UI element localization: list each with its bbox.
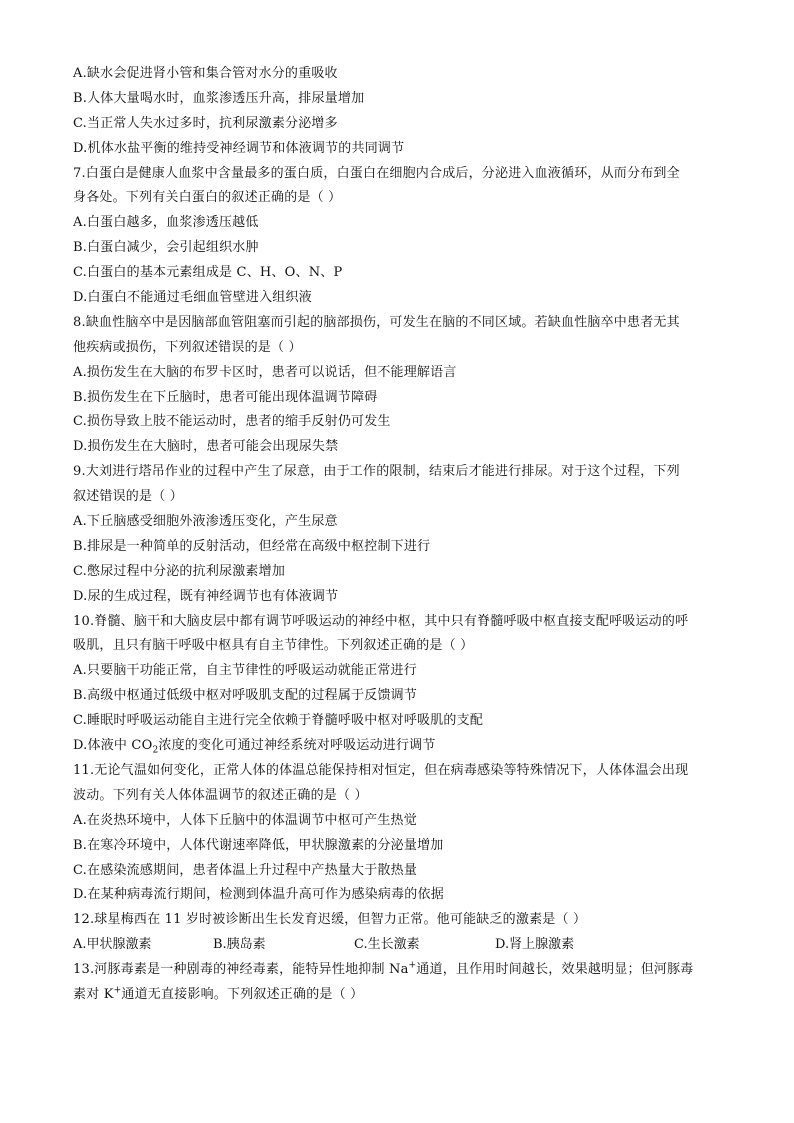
- option-b: B.高级中枢通过低级中枢对呼吸肌支配的过程属于反馈调节: [73, 688, 418, 704]
- option-a: A.甲状腺激素: [73, 937, 152, 953]
- option-d: D.肾上腺激素: [495, 937, 575, 953]
- superscript: +: [408, 960, 417, 971]
- option-c: C.睡眠时呼吸运动能自主进行完全依赖于脊髓呼吸中枢对呼吸肌的支配: [73, 713, 484, 729]
- text-line: C.当正常人失水过多时，抗利尿激素分泌增多: [73, 115, 338, 131]
- text-span: 素对 K: [73, 986, 114, 1002]
- option-c: C.憋尿过程中分泌的抗利尿激素增加: [73, 563, 286, 579]
- question-10-stem: 10.脊髓、脑干和大脑皮层中都有调节呼吸运动的神经中枢，其中只有脊髓呼吸中枢直接支配呼吸运动的呼: [73, 613, 689, 629]
- question-10-stem: 吸肌，且只有脑干呼吸中枢具有自主节律性。下列叙述正确的是（ ）: [73, 638, 474, 654]
- question-11-stem: 波动。下列有关人体体温调节的叙述正确的是（ ）: [73, 787, 368, 803]
- option-d: D.白蛋白不能通过毛细血管壁进入组织液: [73, 290, 312, 306]
- text-span: D.体液中 CO: [73, 738, 153, 754]
- text-span: 通道，且作用时间越长，效果越明显；但河豚毒: [416, 962, 694, 978]
- question-12-stem: 12.球星梅西在 11 岁时被诊断出生长发育迟缓，但智力正常。他可能缺乏的激素是（ ）: [73, 912, 587, 928]
- option-b: B.在寒冷环境中，人体代谢速率降低，甲状腺激素的分泌量增加: [73, 837, 444, 853]
- option-b: B.胰岛素: [213, 937, 266, 953]
- option-a: A.白蛋白越多，血浆渗透压越低: [73, 215, 259, 231]
- text-line: A.缺水会促进肾小管和集合管对水分的重吸收: [73, 66, 338, 81]
- question-12-options: [73, 933, 723, 958]
- option-b: B.白蛋白减少，会引起组织水肿: [73, 240, 259, 256]
- subscript: 2: [152, 745, 159, 756]
- option-c: C.白蛋白的基本元素组成是 C、H、O、N、P: [73, 265, 343, 281]
- option-a: A.下丘脑感受细胞外液渗透压变化，产生尿意: [73, 514, 338, 530]
- option-d: D.尿的生成过程，既有神经调节也有体液调节: [73, 588, 339, 604]
- option-a: A.在炎热环境中，人体下丘脑中的体温调节中枢可产生热觉: [73, 812, 417, 828]
- option-d: D.在某种病毒流行期间，检测到体温升高可作为感染病毒的依据: [73, 887, 444, 903]
- text-line: D.机体水盐平衡的维持受神经调节和体液调节的共同调节: [73, 140, 405, 156]
- question-13-stem: [73, 983, 723, 1008]
- superscript: +: [113, 985, 122, 996]
- option-c: C.损伤导致上肢不能运动时，患者的缩手反射仍可发生: [73, 414, 391, 430]
- text-span: 浓度的变化可通过神经系统对呼吸运动进行调节: [158, 738, 436, 754]
- option-c: C.在感染流感期间，患者体温上升过程中产热量大于散热量: [73, 862, 418, 878]
- option-a: A.损伤发生在大脑的布罗卡区时，患者可以说话，但不能理解语言: [73, 364, 457, 380]
- question-9-stem: 9.大刘进行塔吊作业的过程中产生了尿意，由于工作的限制，结束后才能进行排尿。对于这个过程，下列: [73, 464, 680, 480]
- text-line: B.人体大量喝水时，血浆渗透压升高，排尿量增加: [73, 90, 365, 106]
- document-page: [73, 62, 723, 1008]
- question-13-stem: [73, 958, 723, 983]
- question-8-stem: 他疾病或损伤，下列叙述错误的是（ ）: [73, 339, 302, 355]
- question-7-stem: 身各处。下列有关白蛋白的叙述正确的是（ ）: [73, 190, 342, 206]
- option-b: B.损伤发生在下丘脑时，患者可能出现体温调节障碍: [73, 389, 378, 405]
- question-7-stem: 7.白蛋白是健康人血浆中含量最多的蛋白质，白蛋白在细胞内合成后，分泌进入血液循环，从而分布到全: [73, 165, 680, 181]
- question-11-stem: 11.无论气温如何变化，正常人体的体温总能保持相对恒定，但在病毒感染等特殊情况下，人体体温会出现: [73, 762, 689, 778]
- option-d: [73, 734, 723, 759]
- option-a: A.只要脑干功能正常，自主节律性的呼吸运动就能正常进行: [73, 663, 417, 679]
- option-b: B.排尿是一种简单的反射活动，但经常在高级中枢控制下进行: [73, 538, 431, 554]
- option-d: D.损伤发生在大脑时，患者可能会出现尿失禁: [73, 439, 339, 455]
- text-span: 13.河豚毒素是一种剧毒的神经毒素，能特异性地抑制 Na: [73, 962, 409, 978]
- option-c: C.生长激素: [354, 937, 420, 953]
- question-8-stem: 8.缺血性脑卒中是因脑部血管阻塞而引起的脑部损伤，可发生在脑的不同区域。若缺血性脑卒中患者无其: [73, 314, 680, 330]
- text-span: 通道无直接影响。下列叙述正确的是（ ）: [121, 986, 364, 1002]
- question-9-stem: 叙述错误的是（ ）: [73, 489, 183, 505]
